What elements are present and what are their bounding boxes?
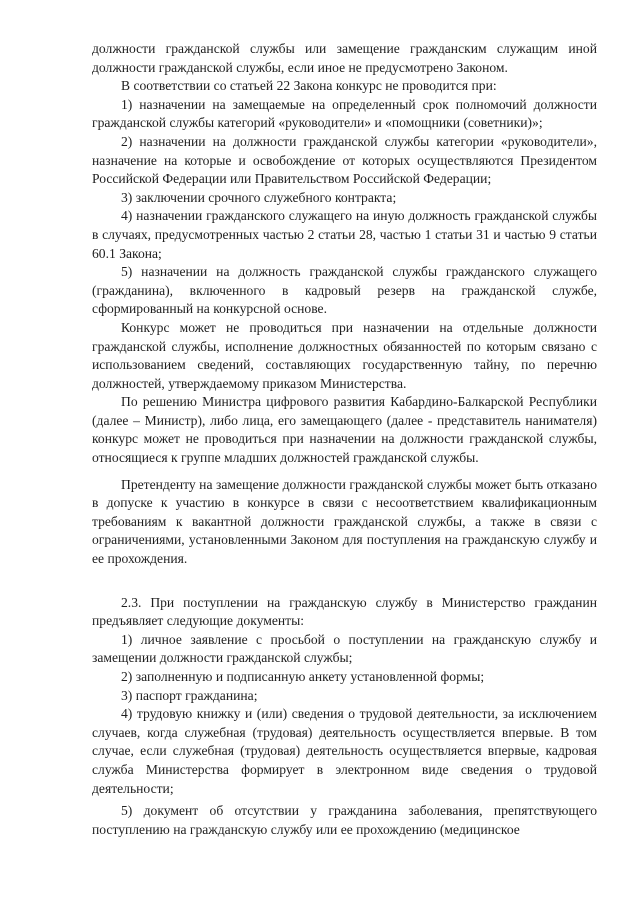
- document-body: [92, 40, 597, 839]
- list-item-2: 2) назначении на должности гражданской службы категории «руководители», назначение на которые и освобождение от которых осуществляются Президентом Российской Федерации или Правительством Российской Федерации;: [92, 133, 597, 187]
- list-item-1: 1) назначении на замещаемые на определенный срок полномочий должности гражданской службы категорий «руководители» и «помощники (советники)»;: [92, 96, 597, 131]
- paragraph-refusal: Претенденту на замещение должности гражданской службы может быть отказано в допуске к участию в конкурсе в связи с несоответствием квалификационным требованиям к вакантной должности гражданской службы, а также в связи с ограничениями, установленными Законом для поступления на гражданскую службу и ее прохождения.: [92, 476, 597, 567]
- paragraph-article-22-intro: В соответствии со статьей 22 Закона конкурс не проводится при:: [121, 78, 497, 94]
- document-item-5: 5) документ об отсутствии у гражданина заболевания, препятствующего поступлению на гражданскую службу или ее прохождению (медицинское: [92, 803, 597, 837]
- paragraph-minister-decision: По решению Министра цифрового развития Кабардино-Балкарской Республики (далее – Министр), либо лица, его замещающего (далее - представитель нанимателя) конкурс может не проводиться при назначении на должности гражданской службы, относящиеся к группе младших должностей гражданской службы.: [92, 394, 597, 466]
- list-item-4: 4) назначении гражданского служащего на иную должность гражданской службы в случаях, предусмотренных частью 2 статьи 28, частью 1 статьи 31 и частью 9 статьи 60.1 Закона;: [92, 208, 597, 261]
- paragraph-continuation: должности гражданской службы или замещение гражданским служащим иной должности гражданской службы, если иное не предусмотрено Законом.: [92, 41, 597, 75]
- list-item-3: 3) заключении срочного служебного контракта;: [121, 189, 397, 205]
- document-item-1: 1) личное заявление с просьбой о поступлении на гражданскую службу и замещении должности гражданской службы;: [92, 631, 597, 666]
- document-item-3: 3) паспорт гражданина;: [121, 687, 258, 703]
- document-item-2: 2) заполненную и подписанную анкету установленной формы;: [121, 669, 485, 684]
- section-2-3: 2.3. При поступлении на гражданскую службу в Министерство гражданин предъявляет следующие документы:: [92, 594, 597, 629]
- list-item-5: 5) назначении на должность гражданской службы гражданского служащего (гражданина), включенного в кадровый резерв на гражданской службе, сформированный на конкурсной основе.: [92, 264, 597, 317]
- paragraph-state-secret: Конкурс может не проводиться при назначении на отдельные должности гражданской службы, исполнение должностных обязанностей по которым связано с использованием сведений, составляющих государственную тайну, по перечню должностей, утверждаемому приказом Министерства.: [92, 319, 597, 391]
- document-item-4: 4) трудовую книжку и (или) сведения о трудовой деятельности, за исключением случаев, когда служебная (трудовая) деятельность осуществляется впервые. В том случае, если служебная (трудовая) деятельность осуществляется впервые, кадровая служба Министерства формирует в электронном виде сведения о трудовой деятельности;: [92, 706, 597, 796]
